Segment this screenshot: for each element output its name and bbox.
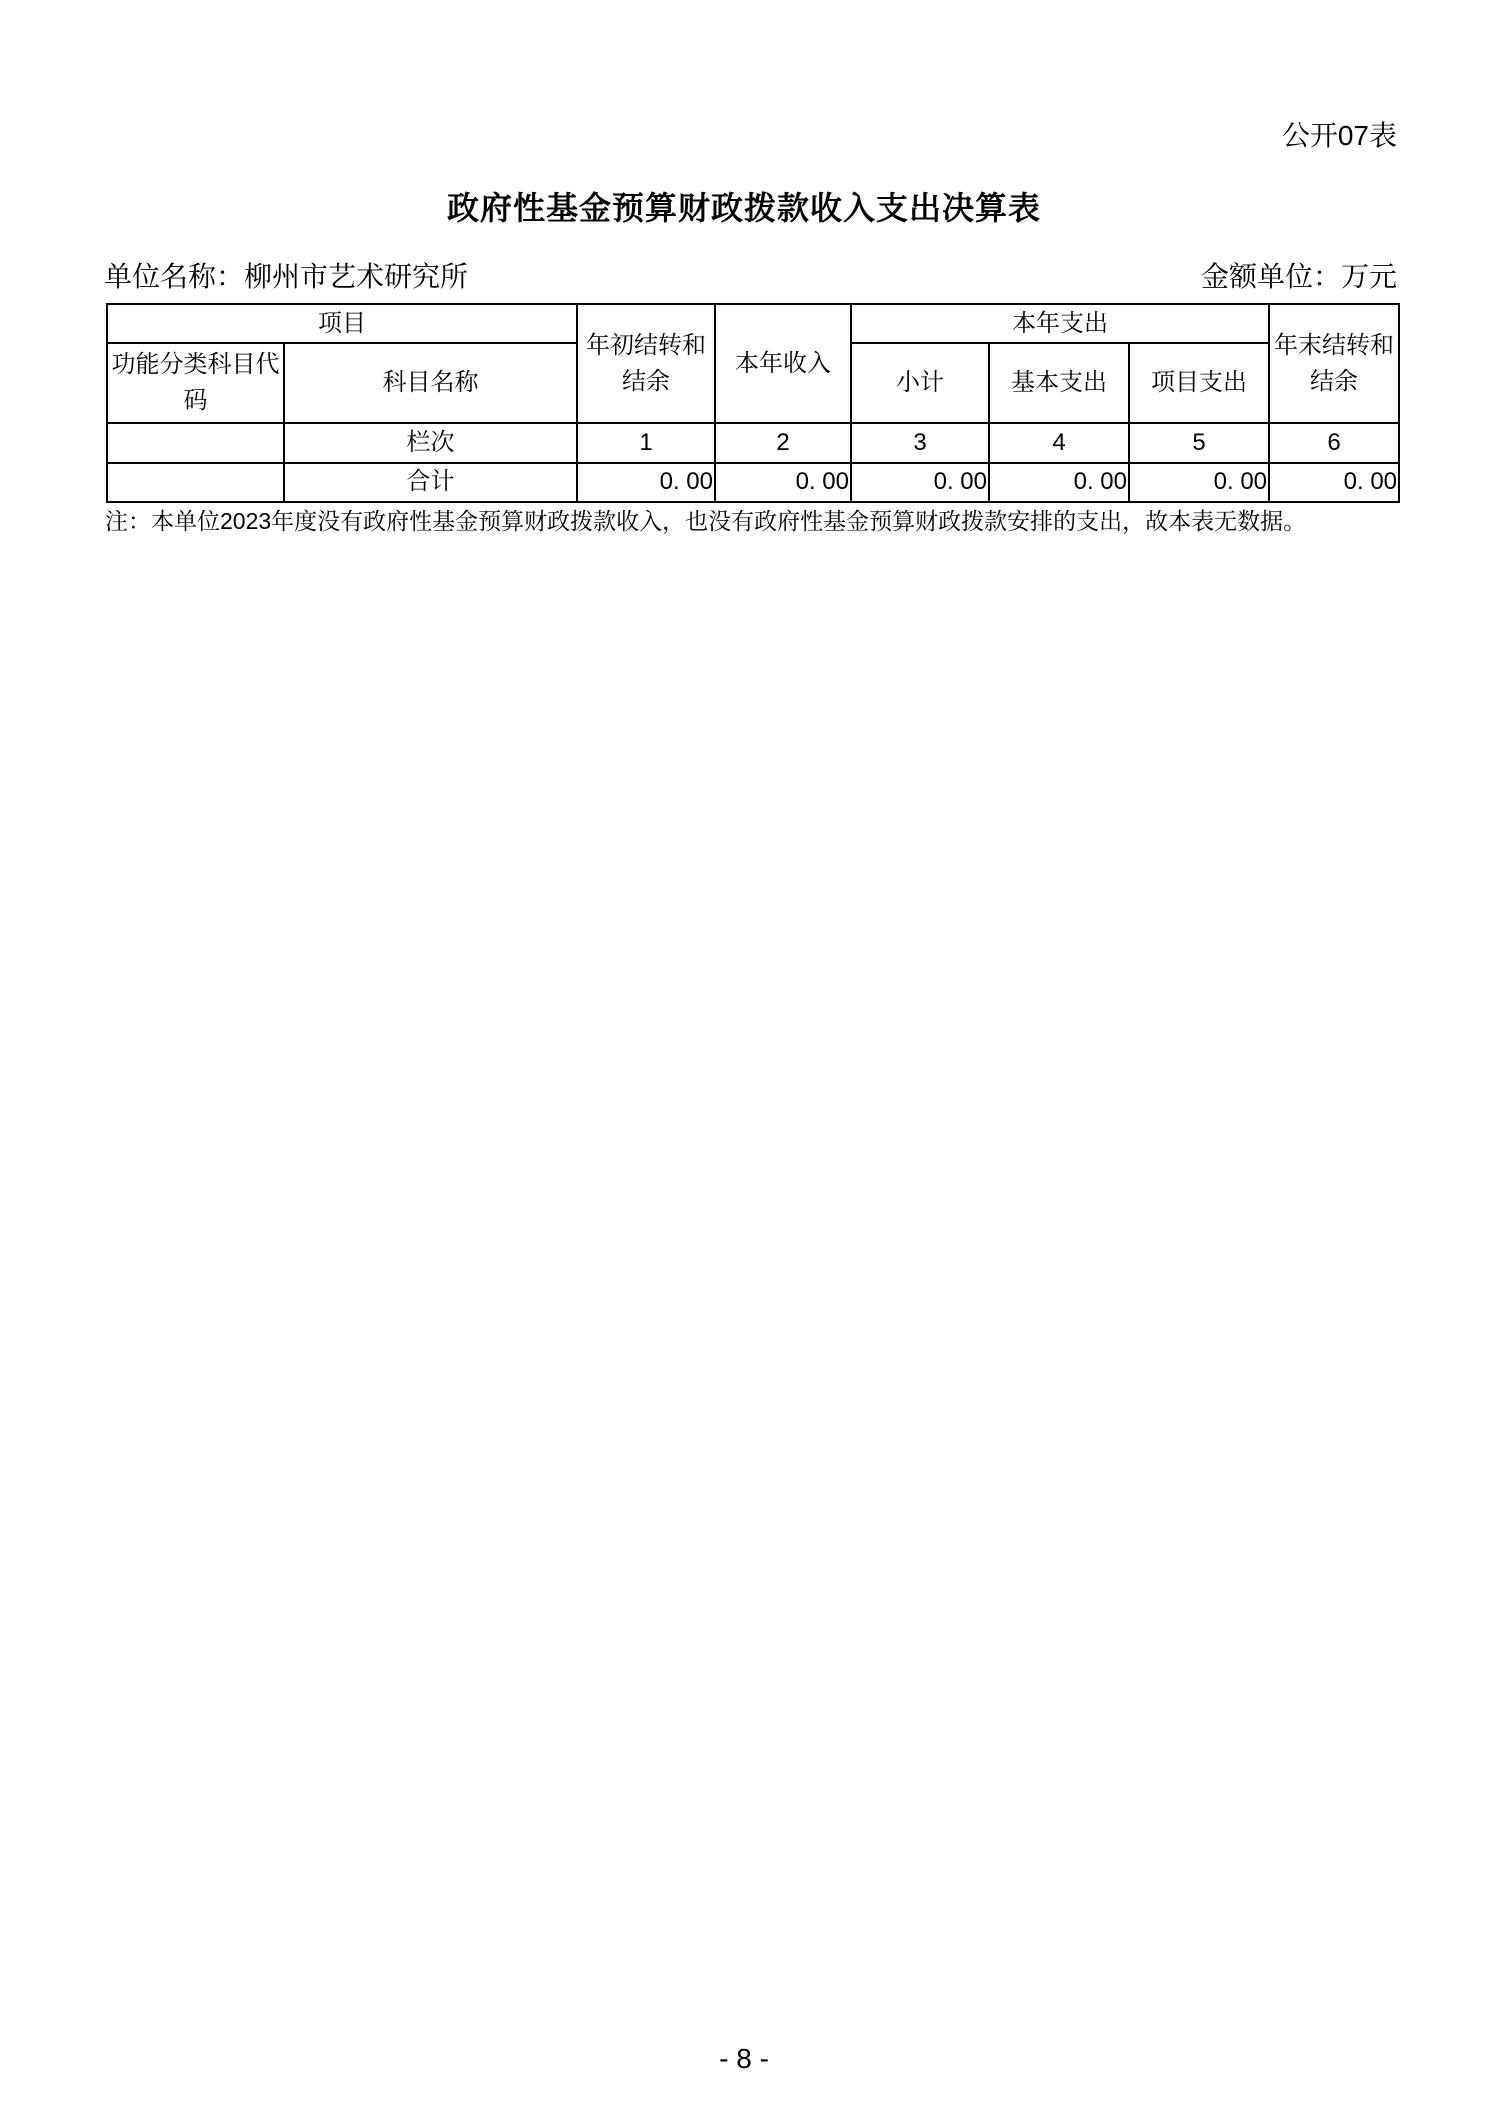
total-value-cell: 0. 00	[1129, 463, 1269, 502]
column-index-cell: 4	[989, 423, 1129, 463]
header-cell-func-code: 功能分类科目代码	[107, 343, 284, 423]
fiscal-table	[106, 303, 1400, 503]
column-index-cell: 2	[715, 423, 851, 463]
column-index-row	[107, 423, 1399, 463]
header-cell-subject-name: 科目名称	[284, 343, 577, 423]
total-value-cell: 0. 00	[851, 463, 989, 502]
column-index-cell: 5	[1129, 423, 1269, 463]
header-cell-current-expense: 本年支出	[851, 304, 1269, 343]
column-index-label-cell: 栏次	[284, 423, 577, 463]
header-cell-basic-expense: 基本支出	[989, 343, 1129, 423]
table-meta-row	[104, 261, 1397, 293]
column-index-cell: 6	[1269, 423, 1399, 463]
header-cell-end-balance: 年末结转和结余	[1269, 304, 1399, 423]
column-index-cell: 3	[851, 423, 989, 463]
table-note: 注：本单位2023年度没有政府性基金预算财政拨款收入，也没有政府性基金预算财政拨款安排的支出，故本表无数据。	[105, 508, 1307, 534]
empty-cell	[107, 423, 284, 463]
header-cell-subtotal: 小计	[851, 343, 989, 423]
total-label-cell: 合计	[284, 463, 577, 502]
total-value-cell: 0. 00	[715, 463, 851, 502]
amount-unit-label: 金额单位：万元	[1200, 261, 1397, 292]
header-cell-begin-balance: 年初结转和结余	[577, 304, 715, 423]
unit-name-label: 单位名称：柳州市艺术研究所	[104, 261, 469, 292]
total-row	[107, 463, 1399, 502]
header-row-1	[107, 304, 1399, 343]
header-cell-project: 项目	[107, 304, 577, 343]
total-value-cell: 0. 00	[989, 463, 1129, 502]
page-title: 政府性基金预算财政拨款收入支出决算表	[446, 190, 1041, 226]
empty-cell	[107, 463, 284, 502]
sheet-number-label: 公开07表	[1281, 120, 1397, 151]
header-cell-current-income: 本年收入	[715, 304, 851, 423]
header-cell-project-expense: 项目支出	[1129, 343, 1269, 423]
column-index-cell: 1	[577, 423, 715, 463]
total-value-cell: 0. 00	[577, 463, 715, 502]
total-value-cell: 0. 00	[1269, 463, 1399, 502]
page-number: - 8 -	[719, 2043, 769, 2074]
